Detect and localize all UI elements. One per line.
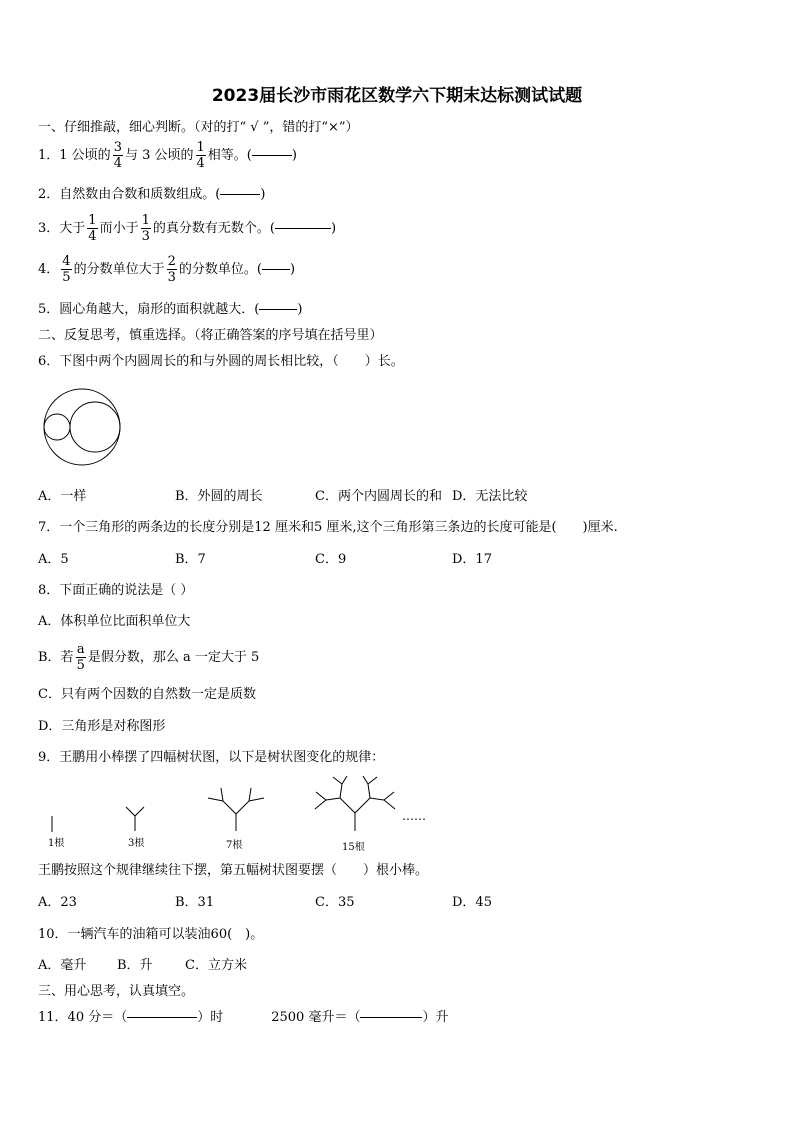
- answer-blank[interactable]: [252, 155, 292, 156]
- denominator: 5: [62, 270, 71, 285]
- q1-text-b: 与 3 公顷的: [124, 148, 194, 163]
- fraction-1-3: [141, 214, 151, 243]
- fraction-4-5: [61, 255, 71, 284]
- q10-option-c[interactable]: C．立方米: [185, 958, 247, 973]
- q2-text-a: 2．自然数由合数和质数组成。(: [38, 187, 221, 202]
- q11-text-d: ）升: [422, 1010, 449, 1025]
- q4-text-b: 的分数单位大于: [73, 262, 165, 277]
- q11-text-b: ）时: [197, 1010, 224, 1025]
- q9-option-d[interactable]: D．45: [452, 895, 492, 910]
- numerator: 4: [62, 254, 71, 269]
- question-6: 6．下图中两个内圆周长的和与外圆的周长相比较，（ ）长。: [38, 354, 404, 369]
- numerator: 1: [141, 213, 150, 228]
- tree-diagrams-figure: [40, 774, 440, 854]
- q7-option-b[interactable]: B．7: [175, 552, 206, 567]
- tree-3-label: 7根: [226, 840, 243, 851]
- tree-2-label: 3根: [128, 838, 145, 849]
- denominator: 3: [167, 270, 176, 285]
- q9-option-a[interactable]: A．23: [38, 895, 77, 910]
- q4-text-c: 的分数单位。(: [178, 262, 262, 277]
- q8-option-a[interactable]: A．体积单位比面积单位大: [38, 614, 191, 629]
- fraction-1-4: [87, 214, 97, 243]
- answer-blank-1[interactable]: [127, 1017, 197, 1018]
- numerator: a: [76, 642, 85, 657]
- q3-text-b: 而小于: [99, 221, 139, 236]
- q7-option-d[interactable]: D．17: [452, 552, 492, 567]
- q11-text-c: 2500 毫升＝（: [271, 1010, 361, 1025]
- answer-blank[interactable]: [275, 228, 331, 229]
- q5-text-a: 5．圆心角越大，扇形的面积就越大．(: [38, 302, 260, 317]
- q3-text-c: 的真分数有无数个。(: [152, 221, 275, 236]
- question-9-text-2: 王鹏按照这个规律继续往下摆，第五幅树状图要摆（ ）根小棒。: [38, 863, 429, 878]
- numerator: 1: [88, 213, 97, 228]
- fraction-3-4: [113, 141, 123, 170]
- numerator: 1: [196, 140, 205, 155]
- numerator: 2: [167, 254, 176, 269]
- answer-blank-2[interactable]: [360, 1017, 422, 1018]
- small-inner-circle: [44, 414, 70, 440]
- outer-circle: [44, 389, 120, 465]
- denominator: 4: [113, 156, 122, 171]
- question-2: [38, 188, 265, 201]
- question-8: 8．下面正确的说法是（ ）: [38, 583, 194, 598]
- large-inner-circle: [70, 402, 120, 452]
- question-1: [38, 141, 297, 170]
- q8-option-b-suffix: 是假分数，那么 a 一定大于 5: [87, 650, 260, 665]
- denominator: 4: [196, 156, 205, 171]
- question-11: [38, 1011, 448, 1024]
- denominator: 5: [76, 658, 85, 673]
- q9-option-c[interactable]: C．35: [315, 895, 355, 910]
- section-2-heading: 二、反复思考，慎重选择。（将正确答案的序号填在括号里）: [38, 328, 383, 343]
- q10-option-a[interactable]: A．毫升: [38, 958, 87, 973]
- denominator: 4: [88, 229, 97, 244]
- numerator: 3: [113, 140, 122, 155]
- q3-text-d: ): [330, 221, 337, 236]
- q8-option-d[interactable]: D．三角形是对称图形: [38, 719, 166, 734]
- q6-option-b[interactable]: B．外圆的周长: [175, 489, 263, 504]
- q5-text-b: ): [297, 302, 303, 317]
- tree-4-label: 15根: [342, 842, 365, 853]
- tree-4: [315, 776, 395, 831]
- tree-3: [208, 788, 264, 831]
- q9-option-b[interactable]: B．31: [175, 895, 215, 910]
- section-3-heading: 三、用心思考，认真填空。: [38, 984, 195, 999]
- answer-blank[interactable]: [220, 194, 260, 195]
- fraction-1-4: [196, 141, 206, 170]
- tree-1-label: 1根: [48, 838, 65, 849]
- q6-option-d[interactable]: D．无法比较: [452, 489, 528, 504]
- q1-text-d: ): [291, 148, 297, 163]
- q1-text-c: 相等。(: [207, 148, 252, 163]
- fraction-2-3: [167, 255, 177, 284]
- denominator: 3: [141, 229, 150, 244]
- q11-text-a: 11．40 分＝（: [38, 1010, 128, 1025]
- question-9: 9．王鹏用小棒摆了四幅树状图，以下是树状图变化的规律：: [38, 750, 385, 765]
- q1-text-a: 1．1 公顷的: [38, 148, 111, 163]
- q8-option-c[interactable]: C．只有两个因数的自然数一定是质数: [38, 687, 256, 702]
- page-title: 2023届长沙市雨花区数学六下期末达标测试试题: [211, 86, 583, 106]
- q6-option-c[interactable]: C．两个内圆周长的和: [315, 489, 442, 504]
- q8-option-b[interactable]: [38, 643, 259, 672]
- answer-blank[interactable]: [259, 309, 297, 310]
- q2-text-b: ): [260, 187, 266, 202]
- q6-option-a[interactable]: A．一样: [38, 489, 87, 504]
- q8-option-b-prefix: B．若: [38, 650, 74, 665]
- q4-text-d: ): [289, 262, 296, 277]
- question-4: [38, 255, 295, 284]
- q7-option-c[interactable]: C．9: [315, 552, 347, 567]
- answer-blank[interactable]: [262, 269, 290, 270]
- question-7: 7．一个三角形的两条边的长度分别是12 厘米和5 厘米,这个三角形第三条边的长度可能是( )厘米.: [38, 520, 618, 535]
- tree-2: [126, 807, 144, 831]
- q3-text-a: 3．大于: [38, 221, 86, 236]
- question-10: 10．一辆汽车的油箱可以装油60( )。: [38, 927, 264, 942]
- ellipsis: ……: [402, 809, 426, 823]
- section-1-heading: 一、仔细推敲，细心判断。（对的打“ √ ”，错的打“×”）: [38, 120, 359, 135]
- circles-figure: [40, 386, 128, 470]
- fraction-a-5: [76, 643, 86, 672]
- question-5: [38, 303, 302, 316]
- question-3: [38, 214, 336, 243]
- q7-option-a[interactable]: A．5: [38, 552, 69, 567]
- q10-option-b[interactable]: B．升: [117, 958, 153, 973]
- q4-text-a: 4．: [38, 262, 60, 277]
